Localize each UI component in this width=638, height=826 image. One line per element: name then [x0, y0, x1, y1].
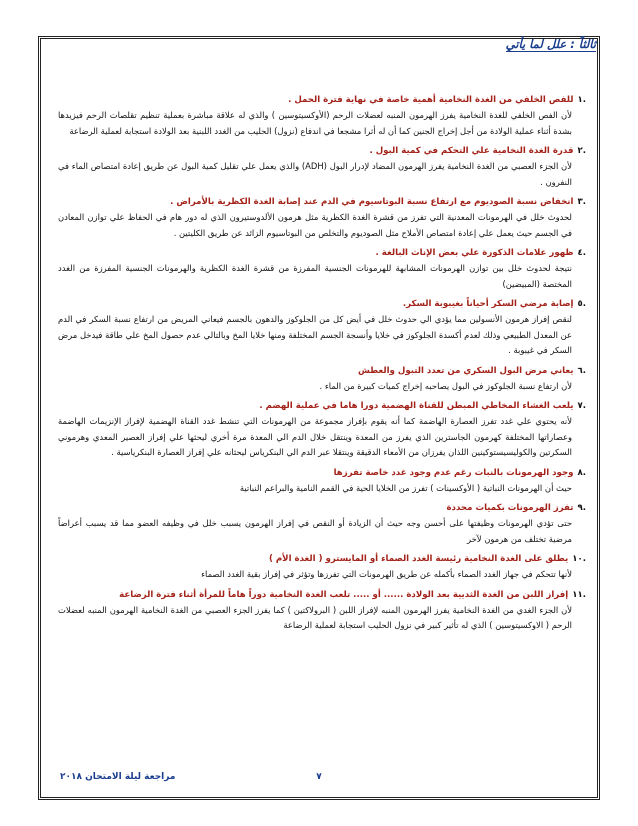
list-item: [58, 398, 586, 461]
item-title-text: وجود الهرمونات بالنبات رغم عدم وجود غدد خاصة تفرزها: [333, 467, 574, 478]
item-body: لأنها تتحكم في جهاز الغدد الصماء بأكمله عن طريق الهرمونات التي تفرزها وتؤثر في إفراز بقية الغدد الصماء: [201, 569, 572, 579]
item-title: [58, 551, 586, 567]
item-title-text: قدرة الغدة النخامية علي التحكم في كمية البول .: [369, 146, 574, 156]
item-body: حتى تؤدي الهرمونات وظيفتها على أحسن وجه حيث أن الزيادة أو النقص في إفراز الهرمون يسبب خلل في وظيفه العضو مما قد يسبب أعراضاً مرضية تختلف من هرمون لآخر: [58, 518, 572, 544]
item-number: .١٠: [572, 554, 586, 564]
item-number: .٨: [577, 467, 586, 478]
item-title-text: يلعب الغشاء المخاطي المبطن للقناة الهضمية دورا هاما في عملية الهضم .: [259, 401, 574, 411]
item-body: لأن الفص الخلفي للغدة النخامية يفرز الهرمون المنبه لعضلات الرحم (الأوكسيتوسين ) والذي له علاقة مباشرة بعملية تنظيم تقلصات الرحم فيزيدها بشدة أثناء عملية الولادة من أجل إخراج الجنين كما أن له أثرا مشجعا في اندفاع (نزول) الحليب من الغدد اللبنية بعد الولادة استجابة لعملية الرضاعة: [58, 110, 572, 136]
list-item: [58, 296, 586, 359]
item-body: لنقص إفراز هرمون الأنسولين مما يؤدي الي حدوث خلل في أيض كل من الجلوكوز والدهون بالجسم فيعاني المريض من ارتفاع نسبة السكر في الدم عن المعدل الطبيعي وذلك لعدم أكسدة الجلوكوز في خلايا وأنسجة الجسم المختلفة ومنها خلايا المخ وبالتالي عدم حصول المخ علي طاقة فيدخل مرض السكر في غيبوبة .: [58, 314, 572, 355]
item-title-text: يعاني مرض البول السكري من تعدد التبول والعطش: [358, 365, 574, 376]
item-title: [58, 465, 586, 481]
item-number: .٣: [577, 197, 586, 207]
item-title: [58, 92, 586, 108]
item-number: .٩: [577, 503, 586, 513]
item-number: .١: [577, 95, 586, 105]
item-number: .٧: [577, 401, 586, 411]
item-title: [58, 245, 586, 261]
item-title-text: ظهور علامات الذكورة علي بعض الإناث البالغة .: [375, 248, 574, 258]
list-item: [58, 500, 586, 547]
item-body: لأن الجزء الغدي من الغدة النخامية يفرز الهرمون المنبه لإفراز اللبن ( البرولاكتين ) كما يفرز الجزء العصبي من الغدة النخامية الهرمون المنبه لعضلات الرحم ( الاوكسيتوسين ) الذي له تأثير كبير في نزول الحليب استجابة لعملية الرضاعة: [58, 604, 572, 630]
item-number: .٦: [577, 365, 586, 376]
item-title-text: للفص الخلفي من الغدة النخامية أهمية خاصة في نهاية فترة الحمل .: [288, 95, 574, 105]
item-title-text: يطلق على الغدة النخامية رئيسة الغدد الصماء أو المايسترو ( الغدة الأم ): [268, 554, 569, 564]
item-number: .٢: [577, 146, 586, 156]
content-list: [58, 92, 586, 638]
item-title-text: تفرز الهرمونات بكميات محددة: [446, 503, 574, 513]
item-body: حيث أن الهرمونات النباتية ( الأوكسينات ) تفرز من الخلايا الحية في القمم النامية والبراعم النباتية: [239, 482, 572, 493]
list-item: [58, 465, 586, 497]
item-title-text: إصابة مرضي السكر أحياناً بغيبوبة السكر.: [402, 299, 574, 309]
list-item: [58, 587, 586, 634]
item-title-text: إفراز اللبن من الغدة الثديية بعد الولادة ...... أو ..... تلعب الغدة النخامية دوراً هاماً للمرأة أثناء فترة الرضاعة: [119, 589, 569, 600]
item-title: [58, 398, 586, 414]
item-body: لأن ارتفاع نسبة الجلوكوز في البول يصاحبه إخراج كميات كبيرة من الماء .: [319, 380, 572, 391]
section-heading: ثالثاً : علل لما يأتي: [505, 37, 596, 51]
item-number: .١١: [572, 589, 586, 600]
item-title: [58, 587, 586, 603]
item-number: .٥: [577, 299, 586, 309]
item-title: [58, 296, 586, 312]
list-item: [58, 92, 586, 139]
list-item: [58, 363, 586, 395]
item-title-text: انخفاض نسبة الصوديوم مع ارتفاع نسبة البوتاسيوم في الدم عند إصابة الغدة الكظرية بالأمراض .: [170, 197, 574, 207]
item-body: لحدوث خلل في الهرمونات المعدنية التي تفرز من قشرة الغدة الكظرية مثل هرمون الألدوستيرون الذي له دور هام في الحفاظ علي توازن المعادن في الجسم حيث يعمل علي إعادة امتصاص الأملاح مثل الصوديوم والتخلص من البوتاسيوم الزائد عن طريق الكليتين .: [58, 212, 572, 238]
list-item: [58, 194, 586, 241]
footer-title: مراجعة ليلة الامتحان ٢٠١٨: [60, 772, 176, 782]
item-body: لأنه يحتوي علي غدد تفرز العصارة الهاضمة كما أنه يقوم بإفراز مجموعة من الهرمونات التي تنشط غدد القناة الهضمية لإفراز الإنزيمات الهاضمة وعصاراتها المختلفة كهرمون الجاسترين الذي يفرز من المعدة وينتقل خلال الدم الي المعدة مرة أخري ليحثها علي إفراز العصير المعدي وهرموني السكرتين والكوليسيستوكينين اللذان يفرزان من الأمعاء الدقيقة وينتقلا عبر الدم الي البنكرياس ليحثانه علي إفراز العصارة البنكرياسية .: [58, 416, 572, 457]
item-number: .٤: [577, 248, 586, 258]
list-item: [58, 245, 586, 292]
item-title: [58, 363, 586, 379]
list-item: [58, 551, 586, 583]
item-title: [58, 143, 586, 159]
item-body: نتيجة لحدوث خلل بين توازن الهرمونات المشابهة للهرمونات الجنسية المفرزة من قشرة الغدة الكظرية والهرمونات الجنسية المفرزة من الغدد المختصة (المبيضين): [58, 263, 572, 289]
page-footer: [60, 772, 578, 788]
item-body: لأن الجزء العصبي من الغدة النخامية يفرز الهرمون المضاد لإدرار البول (ADH) والذي يعمل علي تقليل كمية البول عن طريق إعادة امتصاص الماء في النفرون .: [58, 161, 572, 187]
list-item: [58, 143, 586, 190]
page-number: ٧: [316, 772, 322, 782]
item-title: [58, 194, 586, 210]
item-title: [58, 500, 586, 516]
